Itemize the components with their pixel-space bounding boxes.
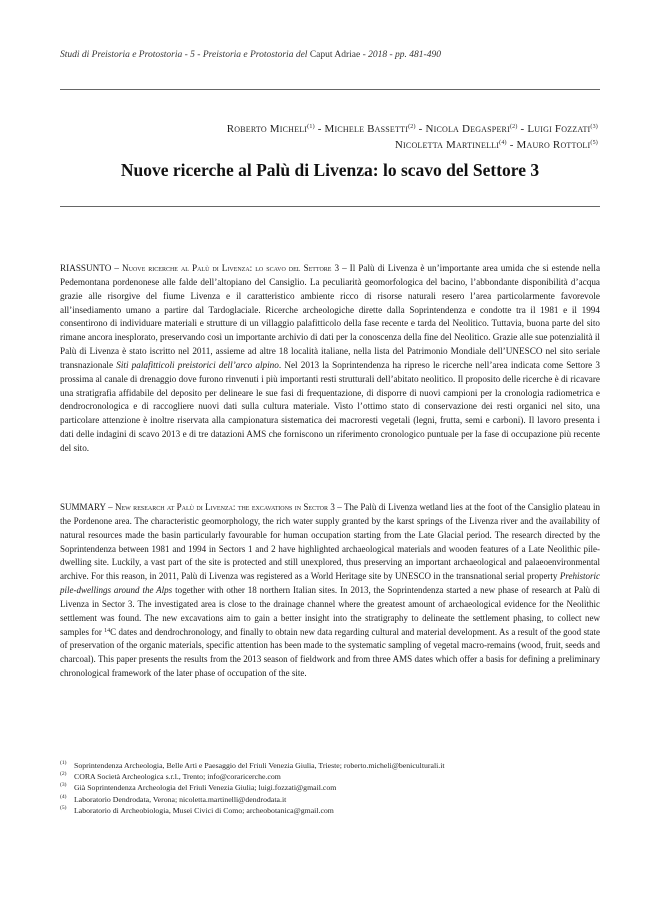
abstract-italian — [60, 262, 600, 456]
footnote-text: Già Soprintendenza Archeologia del Friuli Venezia Giulia; luigi.fozzati@gmail.com — [74, 783, 337, 793]
author-line-2 — [78, 135, 598, 153]
footnote-mark: (1) — [60, 760, 67, 766]
footnote — [60, 794, 600, 805]
affiliation-mark: (1) — [307, 124, 315, 130]
abstract-text: C dates and dendrochronology, and finally to obtain new data regarding cultural and material development. As a result of the good state of preservation of the organic materials, specific attention has been made to the systematic sampling of vegetal macro-remains (wood, fruit, seeds and charcoal). This paper presents the results from the 2013 season of fieldwork and from three AMS dates which offer a basis for defining a preliminary chronological framework of the later phase of occupation of the site. — [60, 626, 600, 679]
footnote-text: Soprintendenza Archeologia, Belle Arti e Paesaggio del Friuli Venezia Giulia, Trieste; roberto.micheli@beniculturali.it — [74, 761, 445, 770]
top-divider — [60, 89, 600, 90]
author-name: Nicoletta Martinelli — [394, 139, 500, 151]
abstract-label: SUMMARY – — [60, 502, 115, 512]
footnote-text: Laboratorio di Archeobiologia, Musei Civici di Como; archeobotanica@gmail.com — [74, 805, 334, 815]
author-separator: - — [415, 123, 426, 135]
abstract-dash: – — [334, 502, 344, 512]
abstract-text: together with other 18 northern Italian sites. In 2013, the Soprintendenza started a new phase of research at Palù di Livenza in Sector 3. The investigated area is close to the drainage channel where the greatest amount of archaeological evidence for the Neolithic settlement was found. The new excavations aim to gain a better insight into the stratigraphy to delineate the settlement phasing, to collect new samples for — [60, 585, 600, 637]
author-separator: - — [314, 123, 325, 135]
abstract-label: RIASSUNTO – — [60, 263, 122, 273]
affiliation-mark: (2) — [408, 124, 416, 130]
author-separator: - — [506, 139, 517, 151]
abstract-italic-title: Prehistoric pile-dwellings around the Alps — [60, 571, 600, 596]
affiliation-mark: (3) — [590, 124, 598, 130]
bottom-divider — [60, 206, 600, 207]
running-head-pages: - 2018 - pp. 481-490 — [362, 50, 441, 60]
affiliation-mark: (4) — [499, 140, 507, 146]
footnote — [60, 771, 600, 782]
author-name: Luigi Fozzati — [527, 123, 591, 135]
abstract-heading: New research at Palù di Livenza: the excavations in Sector 3 — [114, 502, 335, 512]
running-head — [60, 50, 600, 60]
footnote-mark: (2) — [60, 771, 67, 778]
abstract-heading: Nuove ricerche al Palù di Livenza: lo scavo del Settore 3 — [122, 263, 340, 273]
footnote — [60, 805, 600, 816]
affiliation-mark: (5) — [590, 140, 598, 146]
running-head-region: Caput Adriae — [309, 50, 361, 60]
paper-title: Nuove ricerche al Palù di Livenza: lo scavo del Settore 3 — [120, 160, 540, 180]
abstract-text: The Palù di Livenza wetland lies at the foot of the Cansiglio plateau in the Pordenone area. The characteristic geomorphology, the rich water supply granted by the karst springs of the Livenza river and the availability of natural resources made the basin particularly favourable for human occupation starting from the Late Glacial period. The research directed by the Soprintendenza between 1981 and 1994 in Sectors 1 and 2 have highlighted archaeological materials and wooden features of a Late Neolithic pile-dwelling site. Luckily, a vast part of the site is protected and still unexplored, thus preserving an important archaeological and palaeoenvironmental archive. For this reason, in 2011, Palù di Livenza was registered as a World Heritage site by UNESCO in the transnational serial property — [60, 502, 600, 582]
abstract-text: Il Palù di Livenza è un’importante area umida che si estende nella Pedemontana pordenonese alle falde dell’altopiano del Cansiglio. La peculiarità geomorfologica del bacino, l’abbondante disponibilità d’acqua grazie alle risorgive del fiume Livenza e il caratteristico ambiente ricco di risorse naturali resero l’area particolarmente favorevole all’insediamento umano a partire dal Tardoglaciale. Ricerche archeologiche dirette dalla Soprintendenza e condotte tra il 1981 e il 1994 consentirono di individuare materiali e strutture di un villaggio palafitticolo della fase recente e tarda del Neolitico. Tuttavia, buona parte del sito rimane ancora inesplorato, preservando così un importante archivio di dati per la conoscenza della fine del Neolitico. Grazie alle sue potenzialità il Palù di Livenza è stato iscritto nel 2011, assieme ad altre 18 località italiane, nella lista del Patrimonio Mondiale dell’UNESCO nel sito seriale transnazionale — [60, 263, 601, 370]
abstract-italic-title: Siti palafitticoli preistorici dell’arco alpino — [116, 359, 279, 370]
author-name: Mauro Rottoli — [516, 139, 591, 151]
running-head-series: Studi di Preistoria e Protostoria - 5 - Preistoria e Protostoria del — [60, 50, 308, 60]
abstract-dash: – — [339, 263, 350, 273]
footnote-text: CORA Società Archeologica s.r.l., Trento; info@coraricerche.com — [74, 772, 281, 782]
footnote — [60, 760, 600, 771]
footnote — [60, 782, 600, 793]
author-name: Michele Bassetti — [324, 123, 409, 135]
footnote-mark: (3) — [60, 782, 67, 789]
author-name: Nicola Degasperi — [425, 123, 510, 135]
isotope-superscript: 14 — [104, 627, 111, 634]
author-separator: - — [517, 123, 528, 135]
affiliation-mark: (2) — [509, 124, 518, 130]
abstract-text: . Nel 2013 la Soprintendenza ha ripreso le ricerche nell’area indicata come Settore 3 prossima al canale di drenaggio dove furono rinvenuti i più importanti resti strutturali dell’abitato neolitico. Il proposito delle ricerche è di ricavare una stratigrafia affidabile del deposito per delineare le sue fasi di frequentazione, di disporre di nuovi campioni per la cronologia radiometrica e dendrocronologica e di raccogliere nuovi dati sulla cultura materiale. Visto l’ottimo stato di conservazione dei resti organici nel sito, una particolare attenzione è inoltre riservata alla campionatura sistematica dei macroresti vegetali (legni, frutta, semi e carboni). Il lavoro presenta i dati delle indagini di scavo 2013 e di tre datazioni AMS che forniscono un riferimento cronologico puntuale per la fase di occupazione più recente del sito. — [60, 359, 600, 453]
footnote-mark: (5) — [60, 804, 67, 811]
affiliation-footnotes — [60, 760, 600, 816]
footnote-text: Laboratorio Dendrodata, Verona; nicoletta.martinelli@dendrodata.it — [74, 794, 287, 804]
footnote-mark: (4) — [60, 793, 67, 800]
abstract-english — [60, 501, 600, 681]
author-name: Roberto Micheli — [226, 123, 308, 135]
